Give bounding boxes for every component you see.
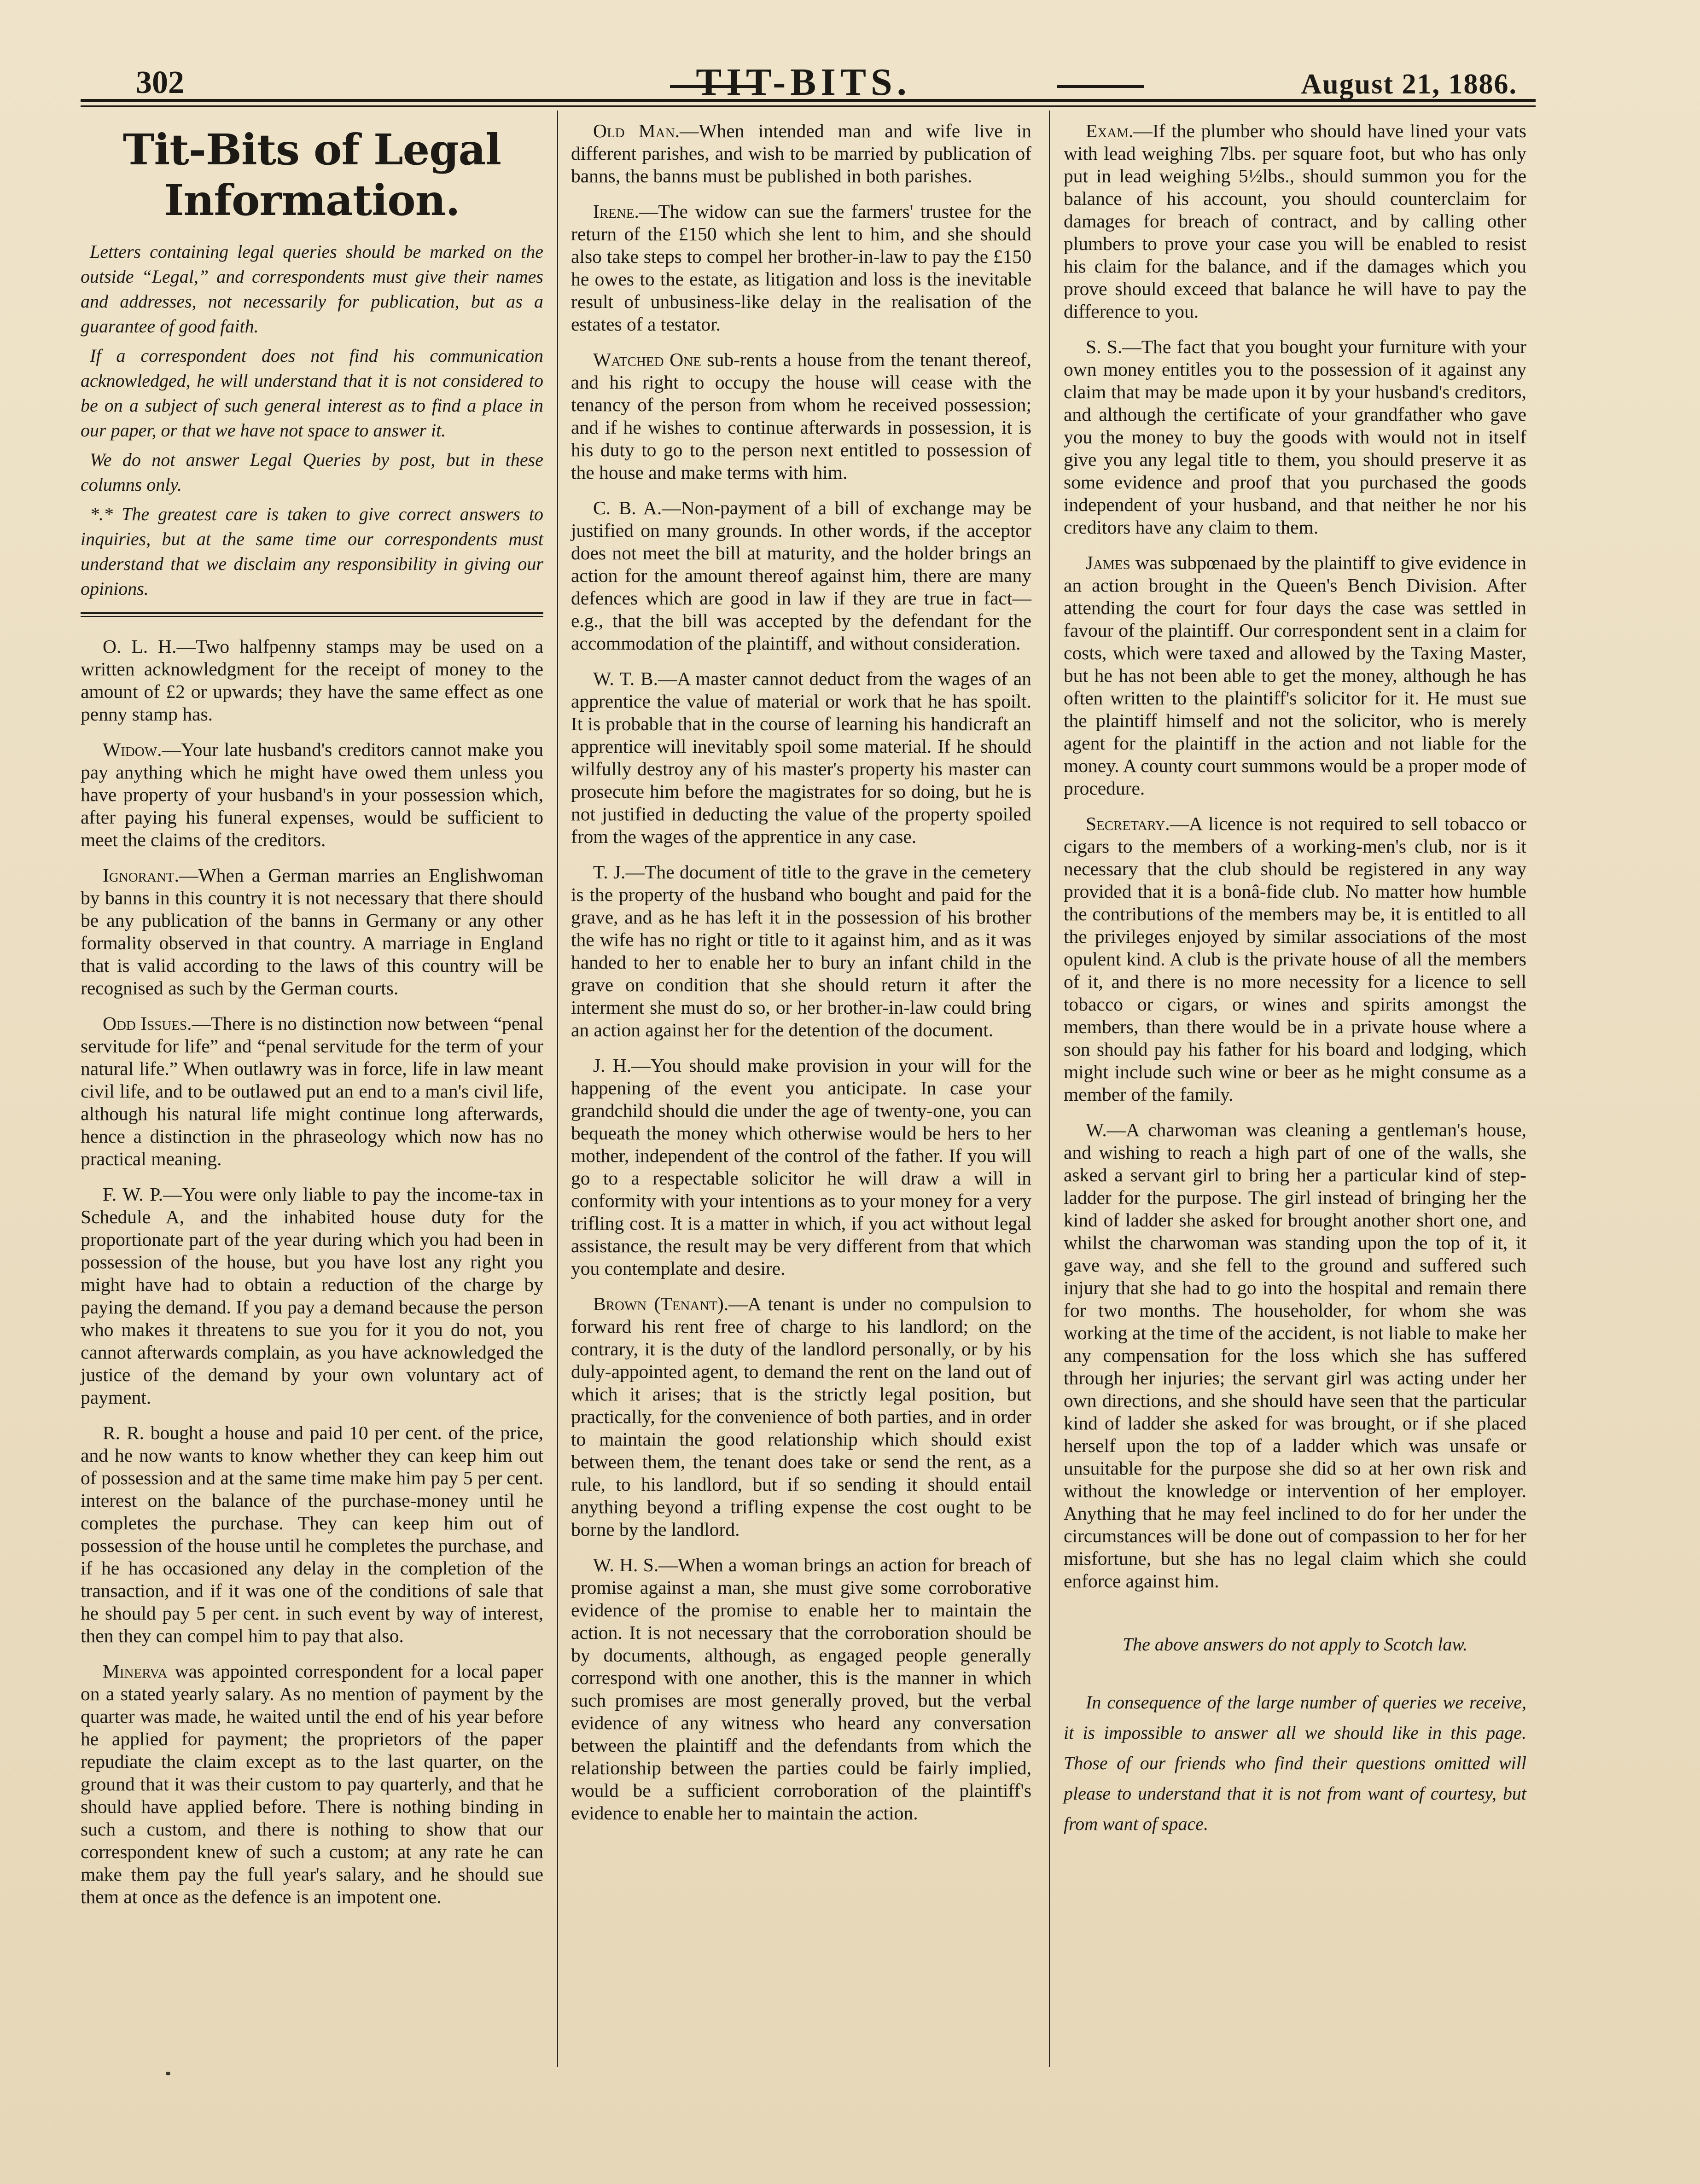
correspondent-name: James bbox=[1086, 552, 1130, 573]
answer-entry bbox=[81, 1422, 543, 1647]
correspondent-name: F. W. P. bbox=[103, 1184, 163, 1205]
correspondent-name: Ignorant. bbox=[103, 865, 179, 886]
answer-entry bbox=[571, 120, 1031, 187]
header-rule bbox=[81, 99, 1536, 107]
correspondent-name: W. T. B. bbox=[593, 668, 658, 689]
answer-text: —When intended man and wife live in different parishes, and wish to be married by publication of banns, the banns must be published in both parishes. bbox=[571, 120, 1031, 186]
answer-entry bbox=[571, 1054, 1031, 1280]
correspondent-name: S. S. bbox=[1086, 336, 1123, 357]
column-1 bbox=[81, 120, 543, 1921]
section-title: Tit-Bits of Legal Information. bbox=[122, 125, 501, 225]
answer-text: —You should make provision in your will for the happening of the event you anticipate. In case your grandchild should die under the age of twenty-one, you can bequeath the money which otherwise would be hers to her mother, independent of the control of the father. If you will go to a respectable solicitor he will draw a will in conformity with your intentions as to your money for a very trifling cost. It is a matter in which, if you act without legal assistance, the result may be very different from that which you contemplate and desire. bbox=[571, 1055, 1031, 1279]
answer-entry bbox=[81, 635, 543, 726]
answer-text: —Your late husband's creditors cannot make you pay anything which he might have owed them unless you have property of your husband's in your possession which, after paying his funeral expenses, would be sufficient to meet the claims of the creditors. bbox=[81, 739, 543, 850]
section-divider bbox=[81, 612, 543, 617]
intro-paragraph: We do not answer Legal Queries by post, but in these columns only. bbox=[81, 449, 543, 495]
answer-entry bbox=[81, 1660, 543, 1908]
answer-entry bbox=[571, 1554, 1031, 1824]
correspondent-name: O. L. H. bbox=[103, 636, 177, 657]
masthead: TIT-BITS. bbox=[696, 61, 911, 104]
correspondent-name: Exam. bbox=[1086, 120, 1134, 141]
answer-text: —The fact that you bought your furniture with your own money entitles you to the possession of it against any claim that may be made upon it by your husband's creditors, and although the certificate of your grandfather who gave you the money to buy the goods with would not in itself give you any legal title to them, you should preserve it as some evidence and proof that you purchased the goods independent of your husband, and that neither he nor his creditors have any claim to them. bbox=[1064, 336, 1526, 538]
answer-text: —If the plumber who should have lined your vats with lead weighing 7lbs. per square foot, but who has only put in lead weighing 5½lbs., should summon you for the balance of his account, you should counterclaim for damages for breach of contract, and by calling other plumbers to prove your case you will be enabled to resist his claim for the balance, and if the damages which you prove should exceed that balance he will have to pay the difference to you. bbox=[1064, 120, 1526, 322]
answer-entry bbox=[1064, 552, 1526, 800]
correspondent-name: W. bbox=[1086, 1119, 1107, 1140]
answer-text: —A master cannot deduct from the wages of an apprentice the value of material or work that he has spoilt. It is probable that in the course of learning his handicraft an apprentice will inevitably spoil some material. If he should wilfully destroy any of his master's property his master can prosecute him before the magistrates for so doing, but he is not justified in deducting the value of the property spoiled from the wages of the apprentice in any case. bbox=[571, 668, 1032, 847]
answer-text: —Two halfpenny stamps may be used on a written acknowledgment for the receipt of money to the amount of £2 or upwards; they have the same effect as one penny stamp has. bbox=[81, 636, 543, 725]
correspondent-name: Minerva bbox=[103, 1661, 168, 1682]
answer-text: —The document of title to the grave in the cemetery is the property of the husband who bought and paid for the grave, and as he has left it in the possession of his brother the wife has no right or title to it against him, and as it was handed to her to enable her to bury an infant child in the grave on condition that she should return it after the interment she must do so, or her brother-in-law could bring an action against her for the detention of the document. bbox=[571, 861, 1031, 1040]
answer-entry bbox=[81, 738, 543, 851]
answer-entry bbox=[1064, 120, 1526, 323]
answer-entry bbox=[571, 497, 1031, 655]
correspondent-name: Secretary. bbox=[1086, 813, 1170, 834]
space-notice: In consequence of the large number of queries we receive, it is impossible to answer all we should like in this page. Those of our friends who find their questions omitted will please to understand that it is not from want of courtesy, but from want of space. bbox=[1064, 1692, 1526, 1834]
column-3 bbox=[1064, 120, 1526, 1853]
masthead-rule-right bbox=[1057, 85, 1144, 88]
correspondent-name: J. H. bbox=[593, 1055, 632, 1076]
correspondent-name: Watched One bbox=[593, 349, 701, 370]
answer-text: —You were only liable to pay the income-tax in Schedule A, and the inhabited house duty for the proportionate part of the year during which you had been in possession of the house, but you have lost any right you might have had to obtain a reduction of the charge by paying the demand. If you pay a demand because the person who makes it threatens to sue you for it you do not, you cannot afterwards complain, as you have acknowledged the justice of the demand by your own voluntary act of payment. bbox=[81, 1184, 543, 1408]
column-divider bbox=[557, 110, 558, 2067]
answer-text: —A charwoman was cleaning a gentleman's house, and wishing to reach a high part of one of the walls, she asked a servant girl to bring her a particular kind of step-ladder for the purpose. The girl instead of bringing her the kind of ladder she asked for brought another short one, and whilst the charwoman was standing upon the top of it, it gave way, and she fell to the ground and suffered such injury that she had to go into the hospital and remain there for two months. The householder, for whom she was working at the time of the accident, is not liable to make her any compensation for the loss which she has suffered through her injuries; the servant girl was acting under her own directions, and she should have seen that the particular kind of ladder she asked for was brought, or if she placed herself upon the top of a ladder which was unsafe or unsuitable for the purpose she did so at her own risk and without the knowledge or intervention of her employer. Anything that he may feel inclined to do for her under the circumstances will be done out of compassion to her for her misfortune, but she has no legal claim which she could enforce against him. bbox=[1064, 1119, 1526, 1592]
intro-paragraph: *.* The greatest care is taken to give correct answers to inquiries, but at the same time our correspondents must understand that we disclaim any responsibility in giving our opinions. bbox=[81, 504, 543, 599]
closing-notice bbox=[1064, 1629, 1526, 1839]
intro-notice bbox=[81, 239, 543, 601]
correspondent-name: Widow. bbox=[103, 739, 162, 760]
correspondent-name: Irene. bbox=[593, 201, 639, 222]
answer-entry bbox=[81, 1183, 543, 1409]
correspondent-name: W. H. S. bbox=[593, 1554, 659, 1575]
answer-text: —The widow can sue the farmers' trustee for the return of the £150 which she lent to him, and she should also take steps to compel her brother-in-law to pay the £150 he owes to the estate, as litigation and loss is the inevitable result of unbusiness-like delay in the realisation of the estates of a testator. bbox=[571, 201, 1031, 335]
answer-entry bbox=[571, 668, 1031, 848]
answer-text: was appointed correspondent for a local paper on a stated yearly salary. As no mention of payment by the quarter was made, he waited until the end of his year before he applied for payment; the proprietors of the paper repudiate the claim except as to the last quarter, on the ground that it was their custom to pay quarterly, and that he should have applied before. There is nothing binding in such a custom, and there is nothing to show that our correspondent knew of such a custom; at any rate he can make them pay the full year's salary, and he should sue them at once as the defence is an impotent one. bbox=[81, 1661, 543, 1907]
answer-entry bbox=[571, 349, 1031, 484]
answer-entry bbox=[81, 1012, 543, 1170]
issue-date: August 21, 1886. bbox=[1301, 69, 1517, 100]
answer-text: —A tenant is under no compulsion to forward his rent free of charge to his landlord; on the contrary, it is the duty of the landlord personally, or by his duly-appointed agent, to demand the rent on the land out of which it arises; that is the strictly legal position, but practically, for the convenience of both parties, and in order to maintain the good relationship which should exist between them, the tenant does take or send the rent, as a rule, to his landlord, but if so sending it should entail anything beyond a trifling expense the cost ought to be borne by the landlord. bbox=[571, 1293, 1031, 1540]
scotch-law-note: The above answers do not apply to Scotch law. bbox=[1122, 1634, 1468, 1655]
correspondent-name: Old Man. bbox=[593, 120, 680, 141]
answer-entry bbox=[1064, 1119, 1526, 1592]
answer-text: —There is no distinction now between “penal servitude for life” and “penal servitude for the term of your natural life.” When outlawry was in force, life in law meant civil life, and to be outlawed put an end to a man's civil life, although his natural life might continue long afterwards, hence a distinction in the phraseology which now has no practical meaning. bbox=[81, 1013, 543, 1169]
intro-paragraph: If a correspondent does not find his communication acknowledged, he will understand that it is not considered to be on a subject of such general interest as to find a place in our paper, or that we have not space to answer it. bbox=[81, 345, 543, 441]
correspondent-name: Brown (Tenant). bbox=[593, 1293, 729, 1314]
column-2 bbox=[571, 120, 1031, 1837]
answer-entry bbox=[571, 200, 1031, 336]
answer-text: —When a woman brings an action for breach of promise against a man, she must give some corroborative evidence of the promise to enable her to maintain the action. It is not necessary that the corroboration should be by documents, although, as engaged people generally correspond with one another, this is the manner in which such promises are most generally proved, but the verbal evidence of any witness who heard any conversation between the plaintiff and the defendants from which the relationship between the parties could be fairly implied, would be a sufficient corroboration of the plaintiff's evidence to enable her to maintain the action. bbox=[571, 1554, 1031, 1824]
answer-entry bbox=[571, 861, 1031, 1041]
ink-spot bbox=[166, 2072, 170, 2075]
answer-entry bbox=[81, 864, 543, 999]
correspondent-name: C. B. A. bbox=[593, 497, 662, 518]
answer-text: —Non-payment of a bill of exchange may be justified on many grounds. In other words, if the acceptor does not meet the bill at maturity, and the holder brings an action for the amount thereof against him, there are many defences which are good in law if they are true in fact—e.g., that the bill was accepted by the defendant for the accommodation of the plaintiff, and without consideration. bbox=[571, 497, 1031, 654]
answer-text: —When a German marries an Englishwoman by banns in this country it is not necessary that there should be any publication of the banns in Germany or any other formality observed in that country. A marriage in England that is valid according to the laws of this country will be recognised as such by the German courts. bbox=[81, 865, 543, 999]
answer-text: was subpœnaed by the plaintiff to give evidence in an action brought in the Queen's Bench Division. After attending the court for four days the case was settled in favour of the plaintiff. Our correspondent sent in a claim for costs, which were taxed and allowed by the Taxing Master, but he has not been able to get the money, although he has often written to the plaintiff's solicitor for it. He must sue the plaintiff himself and not the solicitor, who is merely agent for the plaintiff in the action and not liable for the money. A county court summons would be a proper mode of procedure. bbox=[1064, 552, 1526, 799]
page-number: 302 bbox=[136, 65, 184, 100]
answer-entry bbox=[1064, 813, 1526, 1106]
answer-text: bought a house and paid 10 per cent. of the price, and he now wants to know whether they can keep him out of possession and at the same time make him pay 5 per cent. interest on the balance of the purchase-money until he completes the purchase. They can keep him out of possession of the house until he completes the purchase, and if he has occasioned any delay in the completion of the transaction, and if it was one of the conditions of sale that he should pay 5 per cent. in such event by way of interest, then they can compel him to pay that also. bbox=[81, 1422, 543, 1646]
column-divider bbox=[1049, 110, 1050, 2067]
answer-entry bbox=[1064, 336, 1526, 539]
correspondent-name: Odd Issues. bbox=[103, 1013, 192, 1034]
correspondent-name: R. R. bbox=[103, 1422, 144, 1443]
answer-text: sub-rents a house from the tenant thereof, and his right to occupy the house will cease with the tenancy of the person from whom he received possession; and if he wishes to continue afterwards in possession, it is his duty to go to the person next entitled to possession of the house and make terms with him. bbox=[571, 349, 1031, 483]
answer-entry bbox=[571, 1293, 1031, 1541]
answer-text: —A licence is not required to sell tobacco or cigars to the members of a working-men's club, nor is it necessary that the club should be registered in any way provided that it is a bonâ-fide club. No matter how humble the contributions of the members may be, it is entitled to all the privileges enjoyed by similar associations of the most opulent kind. A club is the private house of all the members of it, and there is no more necessity for a licence to sell tobacco or cigars, or wines and spirits amongst the members, than there would be in a private house where a son should pay his father for his board and lodging, which might include such wine or beer as he might consume as a member of the family. bbox=[1064, 813, 1526, 1105]
page-header bbox=[81, 55, 1526, 106]
intro-paragraph: Letters containing legal queries should be marked on the outside “Legal,” and correspondents must give their names and addresses, not necessarily for publication, but as a guarantee of good faith. bbox=[81, 241, 543, 337]
correspondent-name: T. J. bbox=[593, 861, 626, 883]
